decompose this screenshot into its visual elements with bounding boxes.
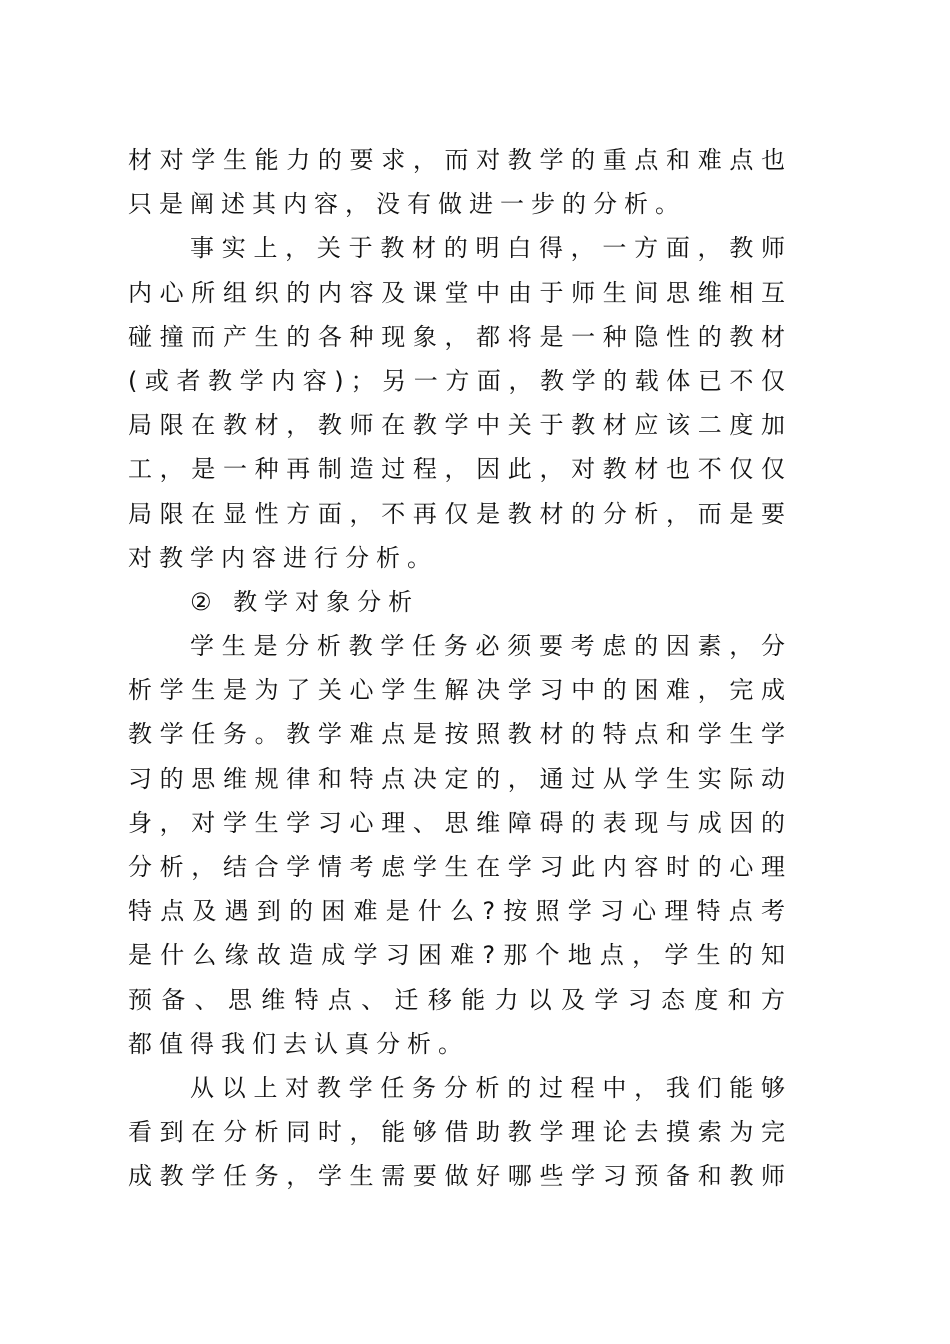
text-line: 对教学内容进行分析。	[128, 543, 438, 572]
text-line: 成教学任务，学生需要做好哪些学习预备和教师	[128, 1162, 792, 1191]
text-line: ② 教学对象分析	[190, 587, 420, 616]
text-line: 只是阐述其内容，没有做进一步的分析。	[128, 190, 686, 219]
text-line: 内心所组织的内容及课堂中由于师生间思维相互	[128, 278, 792, 307]
text-line: 局限在教材，教师在教学中关于教材应该二度加	[128, 411, 792, 440]
text-line: 局限在显性方面，不再仅是教材的分析，而是要	[128, 499, 792, 528]
text-line: 是什么缘故造成学习困难?那个地点，学生的知	[128, 941, 792, 970]
text-line: 学生是分析教学任务必须要考虑的因素，分	[190, 632, 792, 661]
text-line: 事实上，关于教材的明白得，一方面，教师	[190, 234, 792, 263]
text-line: 预备、思维特点、迁移能力以及学习态度和方	[128, 985, 792, 1014]
text-line: 看到在分析同时，能够借助教学理论去摸索为完	[128, 1118, 792, 1147]
text-line: 习的思维规律和特点决定的，通过从学生实际动	[128, 764, 792, 793]
text-line: 分析，结合学情考虑学生在学习此内容时的心理	[128, 853, 792, 881]
text-line: 教学任务。教学难点是按照教材的特点和学生学	[128, 720, 792, 749]
text-line: 材对学生能力的要求，而对教学的重点和难点也	[128, 146, 792, 174]
text-line: 身，对学生学习心理、思维障碍的表现与成因的	[128, 808, 792, 837]
document-body	[128, 138, 792, 1199]
text-line: 从以上对教学任务分析的过程中，我们能够	[190, 1073, 792, 1102]
text-line: 都值得我们去认真分析。	[128, 1029, 469, 1058]
text-line: 碰撞而产生的各种现象，都将是一种隐性的教材	[128, 322, 792, 351]
text-line: (或者教学内容)；另一方面，教学的载体已不仅	[128, 366, 792, 395]
text-line: 工，是一种再制造过程，因此，对教材也不仅仅	[128, 455, 792, 484]
text-line: 析学生是为了关心学生解决学习中的困难，完成	[128, 676, 792, 705]
text-line: 特点及遇到的困难是什么?按照学习心理特点考	[128, 897, 792, 926]
